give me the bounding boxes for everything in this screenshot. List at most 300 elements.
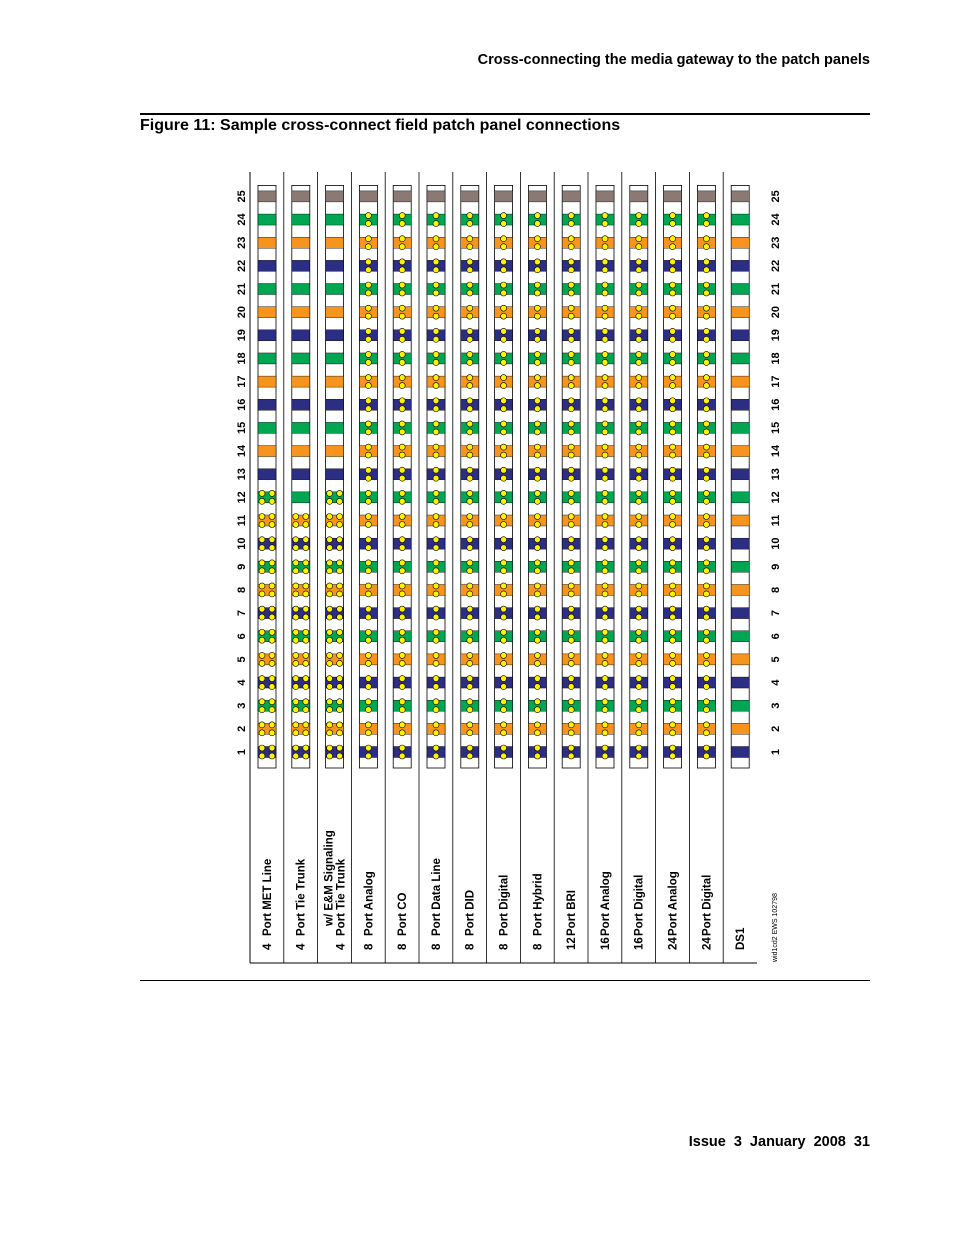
connector-clip — [501, 545, 507, 551]
connector-clip — [337, 745, 343, 751]
connector-clip — [568, 282, 574, 288]
connector-clip — [670, 753, 676, 759]
connector-clip — [501, 684, 507, 690]
pair-bar — [731, 237, 749, 248]
connector-clip — [365, 707, 371, 713]
connector-clip — [467, 236, 473, 242]
connector-clip — [568, 328, 574, 334]
row-number-left: 13 — [236, 468, 248, 481]
connector-clip — [670, 560, 676, 566]
connector-clip — [602, 684, 608, 690]
connector-clip — [327, 490, 333, 496]
header-rule — [140, 113, 870, 115]
panel-label-line: Port Hybrid — [532, 873, 545, 936]
connector-clip — [602, 452, 608, 458]
connector-clip — [534, 444, 540, 450]
connector-clip — [433, 684, 439, 690]
connector-clip — [303, 514, 309, 520]
connector-clip — [269, 629, 275, 635]
connector-clip — [433, 290, 439, 296]
connector-clip — [433, 522, 439, 528]
connector-clip — [534, 421, 540, 427]
row-number-left: 6 — [236, 633, 248, 640]
pair-bar — [731, 422, 749, 433]
pair-bar — [258, 214, 276, 225]
connector-clip — [467, 421, 473, 427]
pair-bar — [326, 376, 344, 387]
connector-clip — [703, 684, 709, 690]
row-number-right: 24 — [770, 213, 782, 226]
connector-clip — [670, 568, 676, 574]
connector-clip — [670, 305, 676, 311]
connector-clip — [467, 545, 473, 551]
connector-clip — [365, 753, 371, 759]
connector-clip — [303, 560, 309, 566]
connector-clip — [365, 583, 371, 589]
panel-column — [495, 185, 513, 950]
row-number-left: 9 — [236, 563, 248, 570]
connector-clip — [670, 707, 676, 713]
connector-clip — [703, 606, 709, 612]
connector-clip — [501, 375, 507, 381]
connector-clip — [568, 745, 574, 751]
connector-clip — [365, 637, 371, 643]
connector-clip — [399, 583, 405, 589]
connector-clip — [365, 429, 371, 435]
panel-label-line: w/ E&M Signaling — [323, 830, 336, 926]
connector-clip — [568, 583, 574, 589]
pair-bar — [731, 654, 749, 665]
connector-clip — [670, 313, 676, 319]
pair-bar — [731, 492, 749, 503]
connector-clip — [636, 221, 642, 227]
connector-clip — [467, 537, 473, 543]
connector-clip — [602, 707, 608, 713]
connector-clip — [293, 676, 299, 682]
connector-clip — [568, 722, 574, 728]
row-number-right: 15 — [770, 421, 782, 435]
connector-clip — [602, 660, 608, 666]
connector-clip — [467, 490, 473, 496]
connector-clip — [399, 545, 405, 551]
row-number-right: 23 — [770, 236, 782, 249]
connector-clip — [670, 699, 676, 705]
connector-clip — [467, 221, 473, 227]
connector-clip — [636, 490, 642, 496]
connector-clip — [568, 545, 574, 551]
connector-clip — [534, 375, 540, 381]
connector-clip — [636, 699, 642, 705]
connector-clip — [670, 637, 676, 643]
connector-clip — [467, 684, 473, 690]
row-number-right: 6 — [770, 633, 782, 640]
connector-clip — [636, 637, 642, 643]
connector-clip — [337, 722, 343, 728]
row-number-left: 4 — [236, 679, 248, 686]
panel-port-count: 4 — [335, 943, 348, 950]
connector-clip — [534, 336, 540, 342]
panel-label-line: Port MET Line — [261, 858, 274, 936]
connector-clip — [501, 730, 507, 736]
connector-clip — [636, 753, 642, 759]
connector-clip — [327, 537, 333, 543]
panel-port-count: 8 — [464, 943, 477, 950]
connector-clip — [501, 583, 507, 589]
connector-clip — [293, 722, 299, 728]
panel-label — [634, 875, 646, 950]
panel-label-line: DS1 — [735, 927, 748, 950]
pair-bar — [731, 353, 749, 364]
connector-clip — [259, 707, 265, 713]
connector-clip — [259, 614, 265, 620]
pair-bar — [292, 284, 310, 295]
connector-clip — [269, 730, 275, 736]
row-number-left: 25 — [236, 190, 248, 203]
pair-bar — [326, 214, 344, 225]
connector-clip — [534, 699, 540, 705]
panel-label — [465, 890, 477, 950]
connector-clip — [399, 707, 405, 713]
connector-clip — [327, 676, 333, 682]
connector-clip — [703, 290, 709, 296]
connector-clip — [670, 282, 676, 288]
pair-bar — [731, 214, 749, 225]
connector-clip — [467, 452, 473, 458]
connector-clip — [433, 236, 439, 242]
connector-clip — [467, 707, 473, 713]
panel-column — [393, 185, 411, 950]
connector-clip — [327, 629, 333, 635]
connector-clip — [399, 537, 405, 543]
connector-clip — [636, 614, 642, 620]
connector-clip — [467, 730, 473, 736]
connector-clip — [534, 637, 540, 643]
connector-clip — [534, 629, 540, 635]
pair-bar — [258, 422, 276, 433]
connector-clip — [293, 522, 299, 528]
connector-clip — [670, 498, 676, 504]
connector-clip — [433, 583, 439, 589]
connector-clip — [534, 282, 540, 288]
connector-clip — [568, 359, 574, 365]
panel-column — [324, 185, 348, 950]
connector-clip — [399, 467, 405, 473]
connector-clip — [327, 730, 333, 736]
connector-clip — [433, 606, 439, 612]
connector-clip — [467, 351, 473, 357]
connector-clip — [467, 429, 473, 435]
row-number-left: 20 — [236, 306, 248, 319]
connector-clip — [467, 359, 473, 365]
pair-bar — [731, 608, 749, 619]
pair-bar — [731, 399, 749, 410]
connector-clip — [433, 514, 439, 520]
row-number-left: 5 — [236, 656, 248, 663]
connector-clip — [467, 629, 473, 635]
connector-clip — [399, 637, 405, 643]
panel-label-line: Port CO — [397, 892, 410, 936]
pair-bar — [562, 191, 580, 202]
connector-clip — [259, 722, 265, 728]
connector-clip — [303, 745, 309, 751]
connector-clip — [303, 583, 309, 589]
connector-clip — [534, 730, 540, 736]
connector-clip — [303, 522, 309, 528]
connector-clip — [303, 629, 309, 635]
row-number-left: 8 — [236, 586, 248, 594]
connector-clip — [467, 375, 473, 381]
connector-clip — [703, 336, 709, 342]
pair-bar — [326, 422, 344, 433]
pair-bar — [258, 376, 276, 387]
connector-clip — [433, 676, 439, 682]
connector-clip — [259, 490, 265, 496]
connector-clip — [636, 336, 642, 342]
connector-clip — [670, 213, 676, 219]
pair-bar — [292, 469, 310, 480]
connector-clip — [636, 745, 642, 751]
connector-clip — [501, 522, 507, 528]
connector-clip — [269, 514, 275, 520]
connector-clip — [467, 267, 473, 273]
connector-clip — [501, 452, 507, 458]
connector-clip — [467, 522, 473, 528]
connector-clip — [337, 660, 343, 666]
panel-label — [296, 858, 308, 950]
connector-clip — [399, 452, 405, 458]
connector-clip — [433, 398, 439, 404]
pair-bar — [359, 191, 377, 202]
connector-clip — [703, 221, 709, 227]
panel-label — [600, 871, 612, 950]
connector-clip — [670, 606, 676, 612]
connector-clip — [602, 591, 608, 597]
connector-clip — [259, 514, 265, 520]
connector-clip — [602, 313, 608, 319]
connector-clip — [433, 568, 439, 574]
connector-clip — [534, 606, 540, 612]
connector-clip — [467, 722, 473, 728]
connector-clip — [534, 498, 540, 504]
connector-clip — [467, 290, 473, 296]
connector-clip — [670, 267, 676, 273]
connector-clip — [467, 498, 473, 504]
row-number-right: 17 — [770, 375, 782, 388]
connector-clip — [365, 406, 371, 412]
connector-clip — [703, 328, 709, 334]
connector-clip — [636, 290, 642, 296]
connector-clip — [501, 753, 507, 759]
connector-clip — [433, 359, 439, 365]
connector-clip — [568, 514, 574, 520]
connector-clip — [303, 722, 309, 728]
row-number-right: 20 — [770, 306, 782, 319]
connector-clip — [293, 707, 299, 713]
panel-port-count: 8 — [363, 943, 376, 950]
connector-clip — [602, 244, 608, 250]
connector-clip — [337, 730, 343, 736]
connector-clip — [269, 490, 275, 496]
connector-clip — [269, 614, 275, 620]
connector-clip — [293, 537, 299, 543]
connector-clip — [365, 537, 371, 543]
connector-clip — [269, 522, 275, 528]
connector-clip — [501, 213, 507, 219]
connector-clip — [399, 522, 405, 528]
connector-clip — [501, 336, 507, 342]
connector-clip — [534, 676, 540, 682]
pair-bar — [731, 191, 749, 202]
row-number-left: 7 — [236, 610, 248, 617]
connector-clip — [501, 421, 507, 427]
connector-clip — [303, 545, 309, 551]
pair-bar — [393, 191, 411, 202]
row-number-right: 19 — [770, 329, 782, 342]
connector-clip — [568, 498, 574, 504]
connector-clip — [670, 614, 676, 620]
row-number-right: 16 — [770, 398, 782, 411]
panel-label-line: Port Digital — [633, 874, 646, 936]
connector-clip — [501, 467, 507, 473]
connector-clip — [293, 684, 299, 690]
connector-clip — [501, 652, 507, 658]
connector-clip — [534, 490, 540, 496]
connector-clip — [433, 545, 439, 551]
connector-clip — [365, 699, 371, 705]
connector-clip — [670, 244, 676, 250]
connector-clip — [568, 290, 574, 296]
connector-clip — [399, 444, 405, 450]
connector-clip — [269, 568, 275, 574]
panel-port-count: 8 — [397, 943, 410, 950]
connector-clip — [399, 490, 405, 496]
pair-bar — [326, 191, 344, 202]
connector-clip — [365, 490, 371, 496]
connector-clip — [703, 753, 709, 759]
connector-clip — [365, 722, 371, 728]
connector-clip — [670, 406, 676, 412]
panel-column — [528, 185, 546, 950]
connector-clip — [303, 537, 309, 543]
connector-clip — [602, 267, 608, 273]
connector-clip — [534, 707, 540, 713]
row-number-left: 2 — [236, 725, 248, 732]
panel-label — [735, 927, 747, 950]
connector-clip — [259, 753, 265, 759]
pair-bar — [292, 307, 310, 318]
connector-clip — [433, 637, 439, 643]
connector-clip — [568, 351, 574, 357]
connector-clip — [467, 406, 473, 412]
connector-clip — [568, 490, 574, 496]
connector-clip — [568, 398, 574, 404]
connector-clip — [534, 583, 540, 589]
panel-label — [397, 893, 409, 951]
connector-clip — [703, 359, 709, 365]
connector-clip — [636, 444, 642, 450]
connector-clip — [433, 560, 439, 566]
connector-clip — [501, 537, 507, 543]
connector-clip — [602, 475, 608, 481]
connector-clip — [703, 652, 709, 658]
connector-clip — [327, 699, 333, 705]
connector-clip — [568, 259, 574, 265]
connector-clip — [534, 753, 540, 759]
connector-clip — [337, 637, 343, 643]
connector-clip — [467, 606, 473, 612]
connector-clip — [303, 676, 309, 682]
panel-port-count: 8 — [430, 943, 443, 950]
panel-column — [664, 185, 682, 950]
row-number-left: 16 — [236, 398, 248, 411]
connector-clip — [703, 522, 709, 528]
connector-clip — [399, 676, 405, 682]
connector-clip — [259, 583, 265, 589]
panel-column — [562, 185, 580, 950]
connector-clip — [670, 375, 676, 381]
connector-clip — [703, 236, 709, 242]
connector-clip — [636, 305, 642, 311]
connector-clip — [703, 614, 709, 620]
connector-clip — [670, 684, 676, 690]
connector-clip — [399, 475, 405, 481]
connector-clip — [365, 684, 371, 690]
connector-clip — [399, 652, 405, 658]
connector-clip — [568, 637, 574, 643]
connector-clip — [327, 753, 333, 759]
pair-bar — [292, 492, 310, 503]
row-number-left: 24 — [236, 213, 248, 226]
connector-clip — [269, 637, 275, 643]
connector-clip — [467, 305, 473, 311]
connector-clip — [293, 629, 299, 635]
connector-clip — [636, 707, 642, 713]
connector-clip — [303, 699, 309, 705]
row-number-left: 15 — [236, 421, 248, 435]
connector-clip — [433, 421, 439, 427]
pair-bar — [528, 191, 546, 202]
connector-clip — [501, 429, 507, 435]
connector-clip — [602, 444, 608, 450]
connector-clip — [433, 259, 439, 265]
connector-clip — [399, 730, 405, 736]
connector-clip — [399, 660, 405, 666]
connector-clip — [365, 568, 371, 574]
pair-bar — [292, 260, 310, 271]
connector-clip — [568, 676, 574, 682]
connector-clip — [467, 213, 473, 219]
connector-clip — [501, 614, 507, 620]
connector-clip — [670, 359, 676, 365]
connector-clip — [337, 583, 343, 589]
pair-bar — [258, 446, 276, 457]
connector-clip — [259, 560, 265, 566]
connector-clip — [636, 259, 642, 265]
connector-clip — [534, 722, 540, 728]
row-number-right: 11 — [770, 514, 782, 527]
connector-clip — [467, 313, 473, 319]
connector-clip — [433, 467, 439, 473]
connector-clip — [293, 606, 299, 612]
connector-clip — [636, 244, 642, 250]
connector-clip — [534, 452, 540, 458]
connector-clip — [269, 560, 275, 566]
connector-clip — [433, 660, 439, 666]
connector-clip — [399, 267, 405, 273]
connector-clip — [534, 406, 540, 412]
connector-clip — [365, 475, 371, 481]
connector-clip — [670, 722, 676, 728]
